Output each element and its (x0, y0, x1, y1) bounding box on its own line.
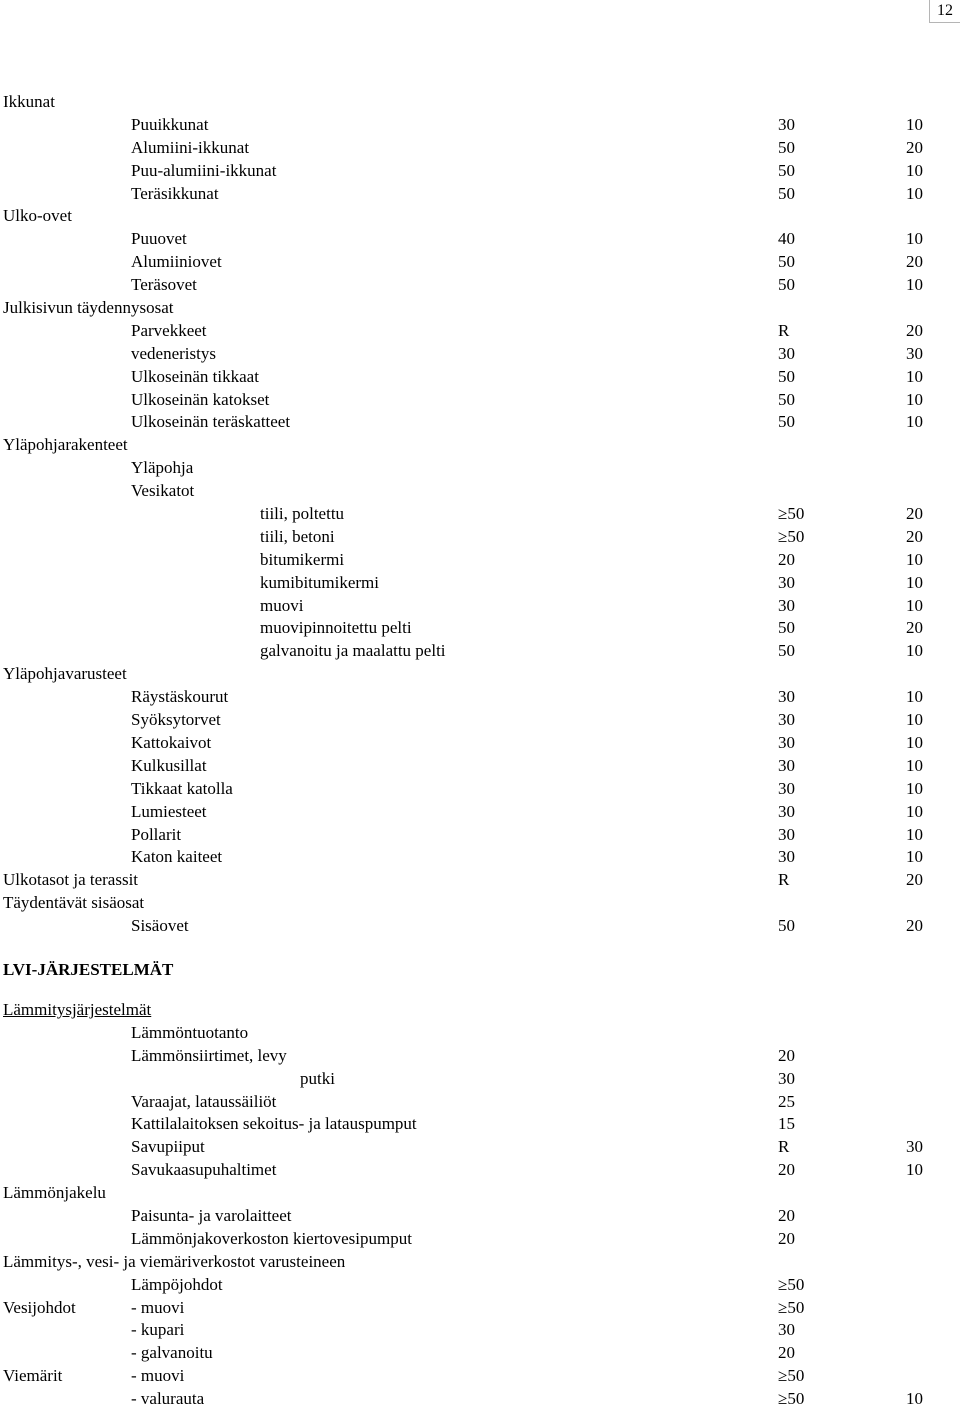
row-value-b: 10 (906, 389, 923, 409)
row-group-label: Viemärit (3, 1366, 63, 1386)
row-value-b: 30 (906, 343, 923, 363)
row-label: Alumiiniovet (131, 252, 222, 272)
table-row (0, 572, 960, 595)
page-number: 12 (929, 0, 960, 23)
row-value-a: 50 (778, 916, 795, 936)
row-label: Katon kaiteet (131, 847, 223, 867)
table-row (0, 526, 960, 549)
table-row (0, 846, 960, 869)
row-value-a: R (778, 1137, 790, 1157)
row-label: Varaajat, lataussäiliöt (131, 1091, 277, 1111)
row-label: Ulko-ovet (3, 206, 72, 226)
table-row (0, 160, 960, 183)
table-row (0, 732, 960, 755)
row-value-b: 10 (906, 572, 923, 592)
table-row (0, 1022, 960, 1045)
row-value-a: 30 (778, 595, 795, 615)
table-row (0, 137, 960, 160)
row-value-b: 10 (906, 824, 923, 844)
row-value-a: ≥50 (778, 504, 805, 524)
row-value-a: 15 (778, 1114, 795, 1134)
table-row (0, 320, 960, 343)
table-row (0, 1182, 960, 1205)
row-label: Yläpohjavarusteet (3, 664, 127, 684)
row-label: Ulkotasot ja terassit (3, 870, 139, 890)
row-value-b: 20 (906, 137, 923, 157)
table-row (0, 892, 960, 915)
row-label: vedeneristys (131, 343, 216, 363)
row-value-b: 10 (906, 1389, 923, 1409)
table-row (0, 1159, 960, 1182)
row-value-a: 50 (778, 137, 795, 157)
row-label: Parvekkeet (131, 320, 207, 340)
table-row (0, 1113, 960, 1136)
table-row (0, 1319, 960, 1342)
section-heading-lvi: LVI-JÄRJESTELMÄT (3, 960, 174, 979)
row-label: Puuovet (131, 229, 187, 249)
row-label: - galvanoitu (131, 1343, 213, 1363)
row-label: Savukaasupuhaltimet (131, 1160, 277, 1180)
row-label: Täydentävät sisäosat (3, 893, 145, 913)
table-row (0, 755, 960, 778)
row-label: tiili, poltettu (260, 504, 345, 524)
table-row (0, 663, 960, 686)
row-label: Kattokaivot (131, 732, 212, 752)
row-value-a: 30 (778, 847, 795, 867)
row-label: Julkisivun täydennysosat (3, 298, 174, 318)
row-value-b: 30 (906, 1137, 923, 1157)
service-life-table-lvi (0, 999, 960, 1411)
table-row (0, 389, 960, 412)
row-label: kumibitumikermi (260, 572, 379, 592)
row-value-a: 30 (778, 801, 795, 821)
row-label: Kattilalaitoksen sekoitus- ja latauspumput (131, 1114, 417, 1134)
row-label: Puu-alumiini-ikkunat (131, 160, 277, 180)
table-row (0, 183, 960, 206)
table-row (0, 869, 960, 892)
row-value-a: 20 (778, 1228, 795, 1248)
row-value-a: 30 (778, 710, 795, 730)
row-value-b: 10 (906, 412, 923, 432)
table-row (0, 251, 960, 274)
row-value-b: 20 (906, 504, 923, 524)
row-label: Vesikatot (131, 481, 195, 501)
row-value-a: ≥50 (778, 1366, 805, 1386)
row-label: tiili, betoni (260, 526, 335, 546)
row-label: muovipinnoitettu pelti (260, 618, 412, 638)
row-value-b: 10 (906, 710, 923, 730)
row-value-a: 50 (778, 641, 795, 661)
row-label: Yläpohja (131, 458, 194, 478)
table-row (0, 91, 960, 114)
row-value-b: 10 (906, 183, 923, 203)
row-value-a: R (778, 870, 790, 890)
row-label: Räystäskourut (131, 687, 229, 707)
row-value-a: 40 (778, 229, 795, 249)
row-label: Puuikkunat (131, 114, 209, 134)
row-value-b: 10 (906, 1160, 923, 1180)
row-label: Lumiesteet (131, 801, 207, 821)
row-value-a: 25 (778, 1091, 795, 1111)
row-label: Lämmönjakelu (3, 1183, 106, 1203)
row-label: Ulkoseinän teräskatteet (131, 412, 291, 432)
row-value-a: 30 (778, 824, 795, 844)
row-value-b: 10 (906, 160, 923, 180)
row-value-b: 10 (906, 847, 923, 867)
row-value-b: 20 (906, 252, 923, 272)
row-value-a: 50 (778, 183, 795, 203)
row-value-a: 50 (778, 618, 795, 638)
table-row (0, 1068, 960, 1091)
table-row (0, 1136, 960, 1159)
row-value-a: 20 (778, 1206, 795, 1226)
table-row (0, 1297, 960, 1320)
row-value-a: 20 (778, 1343, 795, 1363)
row-value-b: 10 (906, 549, 923, 569)
row-label: Yläpohjarakenteet (3, 435, 128, 455)
table-row (0, 1365, 960, 1388)
row-value-a: 50 (778, 160, 795, 180)
row-value-b: 20 (906, 870, 923, 890)
table-row (0, 434, 960, 457)
row-value-b: 10 (906, 641, 923, 661)
row-value-b: 10 (906, 229, 923, 249)
table-row (0, 1342, 960, 1365)
row-value-b: 10 (906, 755, 923, 775)
table-row (0, 549, 960, 572)
row-value-a: 30 (778, 1068, 795, 1088)
row-value-a: 30 (778, 755, 795, 775)
table-row (0, 824, 960, 847)
table-row (0, 1205, 960, 1228)
row-label: Kulkusillat (131, 755, 207, 775)
row-value-a: 20 (778, 1045, 795, 1065)
row-label: Paisunta- ja varolaitteet (131, 1206, 292, 1226)
table-row (0, 480, 960, 503)
row-value-a: 30 (778, 114, 795, 134)
service-life-table-building-parts (0, 91, 960, 938)
table-row (0, 343, 960, 366)
row-value-a: 50 (778, 275, 795, 295)
row-value-a: ≥50 (778, 1274, 805, 1294)
row-value-a: 20 (778, 1160, 795, 1180)
table-row (0, 617, 960, 640)
table-row (0, 205, 960, 228)
row-label: Pollarit (131, 824, 182, 844)
table-row (0, 595, 960, 618)
row-value-a: 30 (778, 778, 795, 798)
row-label: Sisäovet (131, 916, 189, 936)
table-row (0, 778, 960, 801)
row-value-a: 30 (778, 343, 795, 363)
row-label: - kupari (131, 1320, 185, 1340)
row-label: galvanoitu ja maalattu pelti (260, 641, 446, 661)
row-value-b: 10 (906, 778, 923, 798)
table-row (0, 686, 960, 709)
table-row (0, 1274, 960, 1297)
row-value-a: R (778, 320, 790, 340)
table-row (0, 1251, 960, 1274)
row-value-a: 30 (778, 687, 795, 707)
row-label: Ikkunat (3, 92, 55, 111)
row-group-label: Vesijohdot (3, 1297, 76, 1317)
table-row (0, 228, 960, 251)
row-label: Teräsikkunat (131, 183, 219, 203)
row-value-a: ≥50 (778, 1389, 805, 1409)
row-value-a: 30 (778, 572, 795, 592)
row-label: muovi (260, 595, 304, 615)
row-label: Lämmitysjärjestelmät (3, 1000, 152, 1019)
row-value-a: 50 (778, 252, 795, 272)
row-label: - valurauta (131, 1389, 205, 1409)
table-row (0, 366, 960, 389)
row-label: Lämmöntuotanto (131, 1022, 249, 1042)
row-value-a: 50 (778, 412, 795, 432)
row-label: Teräsovet (131, 275, 197, 295)
table-row (0, 503, 960, 526)
row-label: - muovi (131, 1297, 185, 1317)
row-label: Syöksytorvet (131, 710, 221, 730)
row-value-b: 10 (906, 595, 923, 615)
table-row (0, 1091, 960, 1114)
row-label: Ulkoseinän tikkaat (131, 366, 259, 386)
table-row (0, 999, 960, 1022)
row-value-b: 20 (906, 526, 923, 546)
table-row (0, 915, 960, 938)
row-value-b: 10 (906, 732, 923, 752)
row-value-b: 10 (906, 275, 923, 295)
table-row (0, 640, 960, 663)
row-value-b: 10 (906, 366, 923, 386)
row-label: Ulkoseinän katokset (131, 389, 270, 409)
row-value-b: 20 (906, 618, 923, 638)
table-row (0, 114, 960, 137)
row-label: Savupiiput (131, 1137, 205, 1157)
row-label: Lämpöjohdot (131, 1274, 223, 1294)
table-row (0, 457, 960, 480)
row-value-b: 10 (906, 801, 923, 821)
row-value-a: ≥50 (778, 526, 805, 546)
table-row (0, 1228, 960, 1251)
row-value-b: 20 (906, 320, 923, 340)
row-label: Lämmönjakoverkoston kiertovesipumput (131, 1228, 412, 1248)
table-row (0, 297, 960, 320)
table-row (0, 1045, 960, 1068)
table-row (0, 274, 960, 297)
table-row (0, 801, 960, 824)
table-row (0, 1388, 960, 1411)
row-label: Tikkaat katolla (131, 778, 233, 798)
row-label: Alumiini-ikkunat (131, 137, 250, 157)
row-value-b: 10 (906, 687, 923, 707)
table-row (0, 709, 960, 732)
table-row (0, 411, 960, 434)
row-label: - muovi (131, 1366, 185, 1386)
row-label: bitumikermi (260, 549, 345, 569)
row-value-a: ≥50 (778, 1297, 805, 1317)
row-value-b: 20 (906, 916, 923, 936)
row-value-b: 10 (906, 114, 923, 134)
row-value-a: 50 (778, 366, 795, 386)
row-value-a: 30 (778, 732, 795, 752)
row-value-a: 50 (778, 389, 795, 409)
row-value-a: 30 (778, 1320, 795, 1340)
row-label: putki (300, 1068, 335, 1088)
row-value-a: 20 (778, 549, 795, 569)
row-label: Lämmönsiirtimet, levy (131, 1045, 287, 1065)
row-label: Lämmitys-, vesi- ja viemäriverkostot varusteineen (3, 1251, 346, 1271)
